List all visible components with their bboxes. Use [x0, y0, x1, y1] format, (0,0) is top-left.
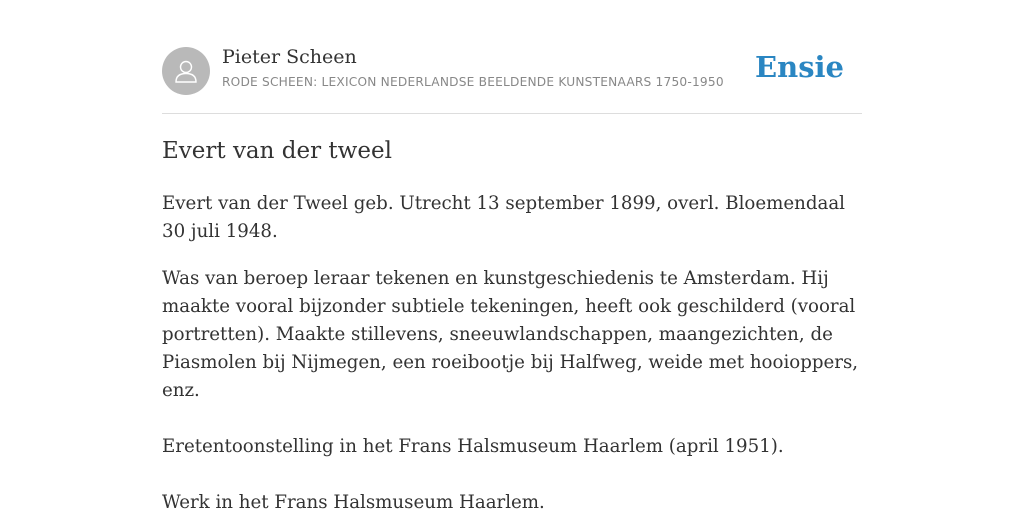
author-name[interactable]: Pieter Scheen: [222, 46, 357, 68]
article-body: [162, 190, 862, 512]
avatar[interactable]: [162, 47, 210, 95]
paragraph: Eretentoonstelling in het Frans Halsmuseum Haarlem (april 1951).: [162, 436, 784, 457]
article-header: [162, 46, 862, 114]
user-icon: [172, 57, 200, 85]
paragraph: Evert van der Tweel geb. Utrecht 13 september 1899, overl. Bloemendaal 30 juli 1948.: [162, 193, 845, 242]
article-title: Evert van der tweel: [162, 138, 392, 164]
source-title[interactable]: RODE SCHEEN: LEXICON NEDERLANDSE BEELDENDE KUNSTENAARS 1750-1950: [222, 75, 724, 89]
ensie-logo[interactable]: Ensie: [755, 50, 844, 84]
paragraph: Was van beroep leraar tekenen en kunstgeschiedenis te Amsterdam. Hij maakte vooral bijzonder subtiele tekeningen, heeft ook geschilderd (vooral portretten). Maakte stillevens, sneeuwlandschappen, maangezichten, de Piasmolen bij Nijmegen, een roeibootje bij Halfweg, weide met hooioppers, enz.: [162, 268, 859, 401]
paragraph: Werk in het Frans Halsmuseum Haarlem.: [162, 492, 545, 512]
